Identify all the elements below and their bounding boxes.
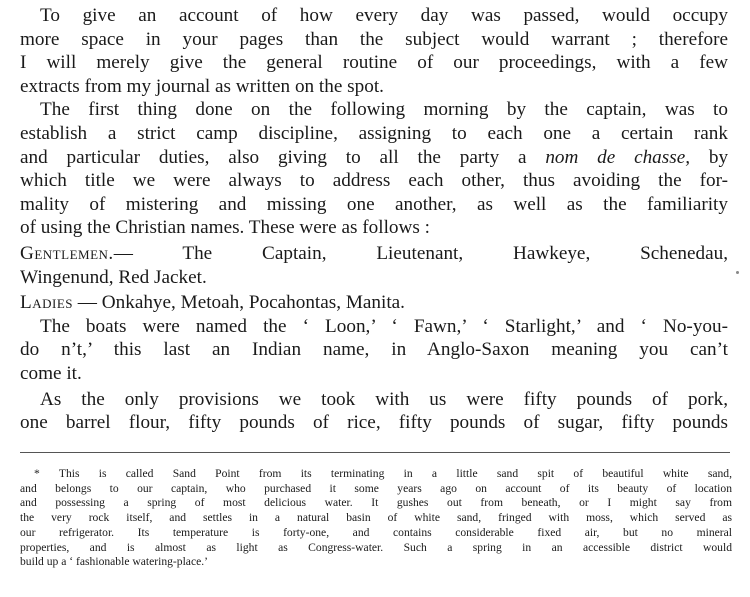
text-line: To give an account of how every day was passed, would occupy bbox=[40, 5, 728, 26]
footnote bbox=[20, 467, 732, 570]
italic-phrase: nom de chasse, bbox=[545, 146, 691, 168]
text-line: extracts from my journal as written on the spot. bbox=[20, 75, 384, 97]
text-line: come it. bbox=[20, 362, 82, 384]
text-line bbox=[20, 242, 728, 266]
text-line: mality of mistering and missing one another, as well as the familiarity bbox=[20, 193, 728, 215]
text-fragment: and particular duties, also giving to all the party a bbox=[20, 146, 527, 168]
text-fragment: by bbox=[708, 146, 729, 168]
paragraph-ladies bbox=[20, 291, 728, 315]
print-speck bbox=[736, 271, 739, 274]
paragraph-gentlemen bbox=[20, 242, 728, 289]
text-line bbox=[20, 291, 728, 315]
footnote-line: and belongs to our captain, who purchased it some years ago on account of its beauty of location bbox=[20, 481, 732, 495]
text-line bbox=[20, 146, 728, 170]
ladies-label: Ladies bbox=[20, 292, 73, 314]
paragraph-routine bbox=[20, 4, 728, 98]
text-line: of using the Christian names. These were as follows : bbox=[20, 217, 430, 239]
text-line: The boats were named the ‘ Loon,’ ‘ Fawn,’ ‘ Starlight,’ and ‘ No-you- bbox=[40, 315, 728, 337]
text-line: Wingenund, Red Jacket. bbox=[20, 266, 207, 288]
text-fragment: — Onkahye, Metoah, Pocahontas, Manita. bbox=[77, 292, 405, 314]
text-line: The first thing done on the following morning by the captain, was to bbox=[40, 99, 728, 121]
paragraph-boats bbox=[20, 315, 728, 386]
footnote-line: our refrigerator. Its temperature is forty-one, and contains considerable fixed air, but no mineral bbox=[20, 525, 732, 539]
footnote-line: build up a ‘ fashionable watering-place.’ bbox=[20, 555, 209, 569]
footnote-divider bbox=[20, 452, 730, 453]
text-line: one barrel flour, fifty pounds of rice, fifty pounds of sugar, fifty pounds bbox=[20, 412, 728, 434]
text-line: which title we were always to address each other, thus avoiding the for- bbox=[20, 170, 728, 192]
paragraph-discipline bbox=[20, 98, 728, 240]
text-line: As the only provisions we took with us were fifty pounds of pork, bbox=[40, 388, 728, 410]
gentlemen-label: Gentlemen. bbox=[20, 242, 114, 264]
text-line: do n’t,’ this last an Indian name, in Anglo-Saxon meaning you can’t bbox=[20, 339, 728, 361]
text-line: more space in your pages than the subject would warrant ; therefore bbox=[20, 28, 728, 50]
footnote-line: and possessing a spring of most delicious water. It gushes out from beneath, or I might say from bbox=[20, 496, 732, 510]
main-text bbox=[20, 4, 728, 435]
footnote-line: the very rock itself, and settles in a natural basin of white sand, fringed with moss, which served as bbox=[20, 511, 732, 525]
footnote-line: properties, and is almost as light as Congress-water. Such a spring in an accessible district would bbox=[20, 540, 732, 554]
text-line: establish a strict camp discipline, assigning to each one a certain rank bbox=[20, 122, 728, 144]
footnote-line: * This is called Sand Point from its terminating in a little sand spit of beautiful white sand, bbox=[34, 467, 732, 480]
text-line: I will merely give the general routine of our proceedings, with a few bbox=[20, 52, 728, 74]
paragraph-provisions bbox=[20, 388, 728, 435]
text-fragment: — The Captain, Lieutenant, Hawkeye, Schenedau, bbox=[113, 242, 728, 264]
